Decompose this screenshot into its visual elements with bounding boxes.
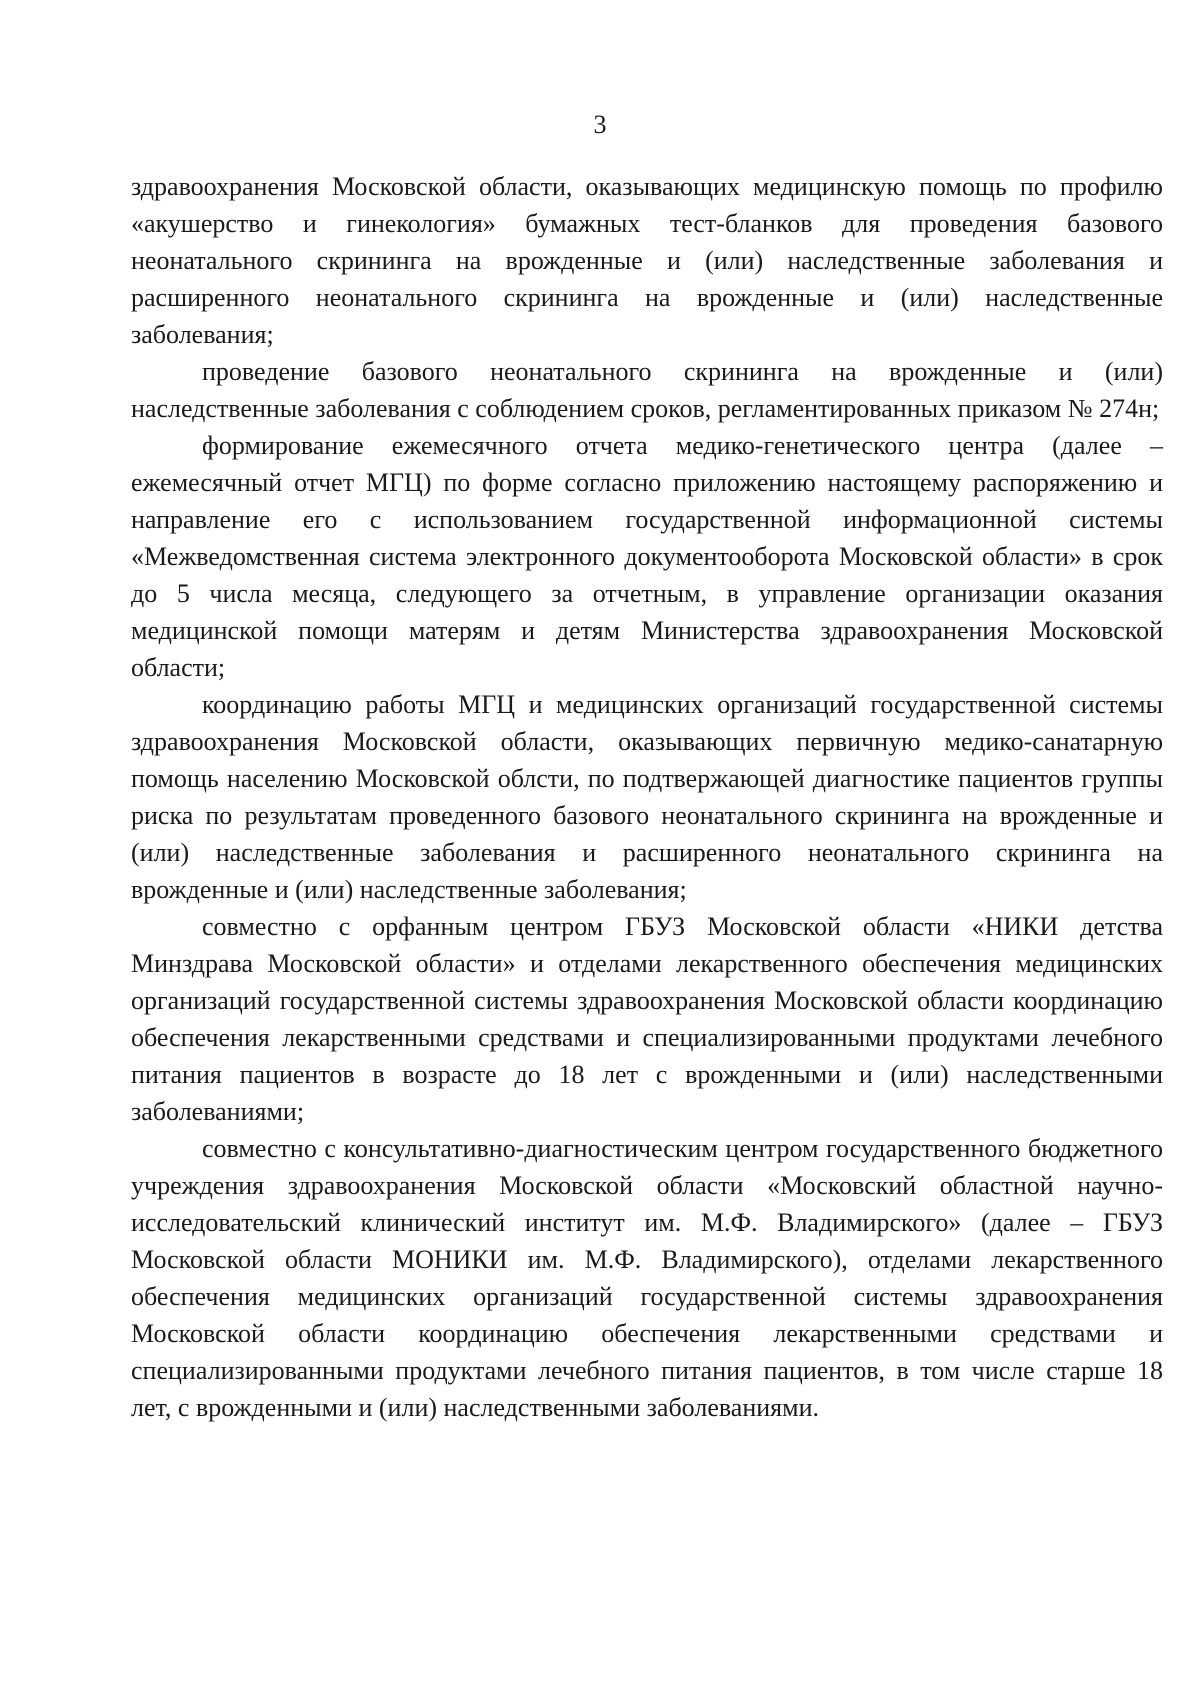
page-number: 3 xyxy=(593,110,607,139)
paragraph-coordination-mgc: координацию работы МГЦ и медицинских организаций государственной системы здравоохранения Московской области, оказывающих первичную медико-санатарную помощь населению Московской облсти, по подтвержающей диагностике пациентов группы риска по результатам проведенного базового неонатального скрининга на врожденные и (или) наследственные заболевания и расширенного неонатального скрининга на врожденные и (или) наследственные заболевания; xyxy=(131,690,1163,904)
paragraph-orphan-center: совместно с орфанным центром ГБУЗ Московской области «НИКИ детства Минздрава Московской области» и отделами лекарственного обеспечения медицинских организаций государственной системы здравоохранения Московской области координацию обеспечения лекарственными средствами и специализированными продуктами лечебного питания пациентов в возрасте до 18 лет с врожденными и (или) наследственными заболеваниями; xyxy=(131,912,1163,1126)
document-body xyxy=(131,168,1163,1426)
paragraph-monthly-report: формирование ежемесячного отчета медико-генетического центра (далее – ежемесячный отчет МГЦ) по форме согласно приложению настоящему распоряжению и направление его с использованием государственной информационной системы «Межведомственная система электронного документооборота Московской области» в срок до 5 числа месяца, следующего за отчетным, в управление организации оказания медицинской помощи матерям и детям Министерства здравоохранения Московской области; xyxy=(131,431,1163,682)
paragraph-moniki: совместно с консультативно-диагностическим центром государственного бюджетного учреждения здравоохранения Московской области «Московский областной научно-исследовательский клинический институт им. М.Ф. Владимирского» (далее – ГБУЗ Московской области МОНИКИ им. М.Ф. Владимирского), отделами лекарственного обеспечения медицинских организаций государственной системы здравоохранения Московской области координацию обеспечения лекарственными средствами и специализированными продуктами лечебного питания пациентов, в том числе старше 18 лет, с врожденными и (или) наследственными заболеваниями. xyxy=(131,1134,1163,1422)
paragraph-continuation: здравоохранения Московской области, оказывающих медицинскую помощь по профилю «акушерство и гинекология» бумажных тест-бланков для проведения базового неонатального скрининга на врожденные и (или) наследственные заболевания и расширенного неонатального скрининга на врожденные и (или) наследственные заболевания; xyxy=(131,172,1163,349)
paragraph-basic-screening: проведение базового неонатального скрининга на врожденные и (или) наследственные заболевания с соблюдением сроков, регламентированных приказом № 274н; xyxy=(131,357,1163,423)
